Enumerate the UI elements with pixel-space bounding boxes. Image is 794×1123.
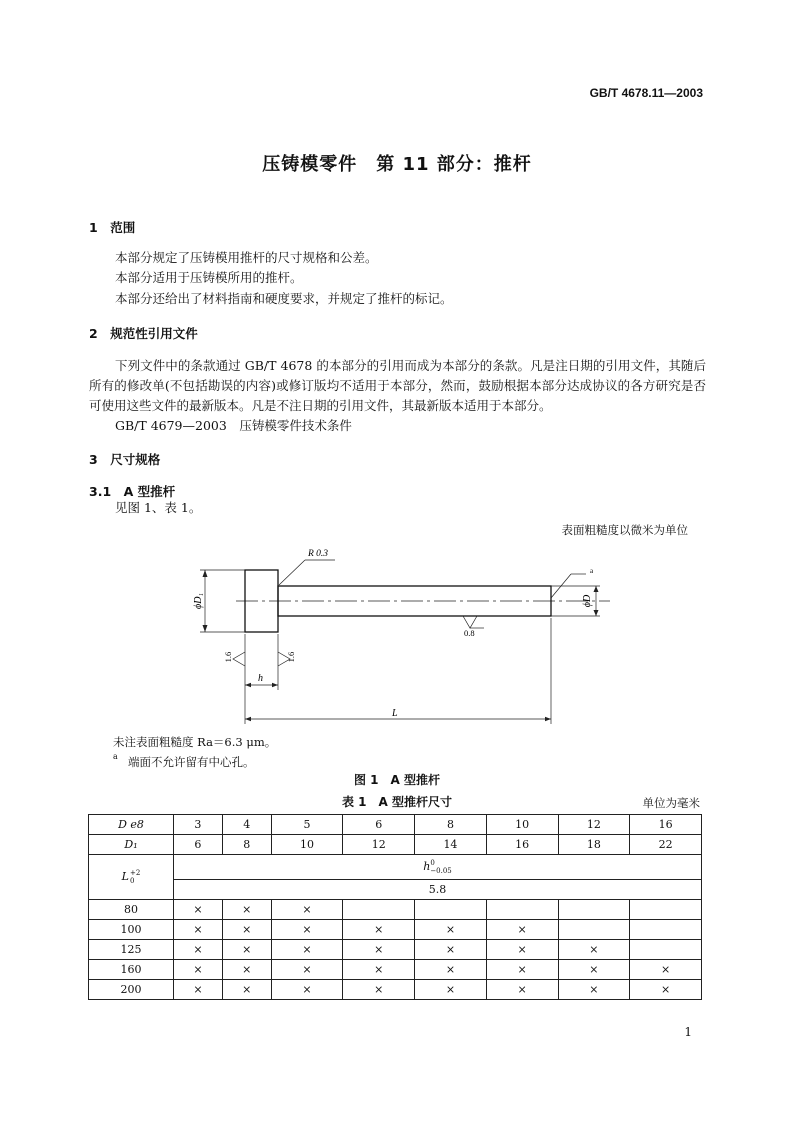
mark-cell: × [343,960,415,980]
mark-cell: × [415,940,487,960]
mark-cell: × [558,940,630,960]
mark-cell: × [486,940,558,960]
radius-label: R 0.3 [308,549,329,559]
dimension-table [88,814,702,1000]
section-3-heading: 3 尺寸规格 [89,452,161,467]
mark-cell [630,940,702,960]
d1-value: 18 [558,835,630,855]
figure-reference-text: 见图 1、表 1。 [115,500,202,515]
mark-cell: × [415,980,487,1000]
mark-cell: × [343,920,415,940]
d1-value: 10 [271,835,343,855]
roughness-value-shank: 0.8 [464,628,475,638]
table-row [89,940,702,960]
d1-label: ϕD₁ [193,593,204,609]
section-2-paragraph: 下列文件中的条款通过 GB/T 4678 的本部分的引用而成为本部分的条款。凡是注日期的引用文件，其随后所有的修改单(不包括勘误的内容)或修订版均不适用于本部分，然而，鼓励根据本部分达成协议的各方研究是否可使用这些文件的最新版本。凡是不注日期的引用文件，其最新版本适用于本部分。 [89,358,706,413]
roughness-value-head-left: 1.6 [223,651,233,663]
l-symbol: L [121,870,129,883]
mark-cell: × [222,900,271,920]
mark-cell: × [222,960,271,980]
page-number: 1 [684,1025,692,1039]
mark-cell [486,900,558,920]
table-row [89,920,702,940]
mark-cell: × [558,960,630,980]
table-row [89,980,702,1000]
h-tol-upper: 0 [430,859,435,867]
d-value: 16 [630,815,702,835]
l-value: 200 [89,980,174,1000]
mark-cell: × [415,960,487,980]
d-value: 8 [415,815,487,835]
section-1-line-3: 本部分还给出了材料指南和硬度要求，并规定了推杆的标记。 [115,291,453,306]
mark-cell [558,920,630,940]
mark-cell: × [343,980,415,1000]
l-value: 160 [89,960,174,980]
mark-cell: × [415,920,487,940]
section-1-line-2: 本部分适用于压铸模所用的推杆。 [115,270,303,285]
mark-cell: × [222,980,271,1000]
mark-cell: × [174,900,223,920]
table-row-d [89,815,702,835]
d-value: 5 [271,815,343,835]
mark-cell: × [343,940,415,960]
d-value: 4 [222,815,271,835]
d1-value: 14 [415,835,487,855]
h-symbol: h [423,860,431,873]
footnote-mark: a [113,752,118,761]
h-tolerance [430,859,451,875]
table-row-h-header [89,855,702,880]
roughness-value-head-right: 1.6 [286,651,296,663]
table-row [89,900,702,920]
mark-cell [415,900,487,920]
mark-cell: × [271,980,343,1000]
h-value-cell: 5.8 [174,880,702,900]
table-row [89,960,702,980]
l-label: L [392,708,398,719]
d-value: 10 [486,815,558,835]
l-tol-upper: +2 [129,869,141,877]
l-tolerance [130,869,140,885]
d1-value: 12 [343,835,415,855]
mark-cell: × [222,920,271,940]
mark-cell: × [486,960,558,980]
d1-value: 22 [630,835,702,855]
mark-cell: × [630,980,702,1000]
l-value: 100 [89,920,174,940]
mark-cell [630,900,702,920]
ejector-pin-drawing [180,540,620,730]
mark-cell: × [630,960,702,980]
roughness-unit-note: 表面粗糙度以微米为单位 [561,523,688,537]
standard-number: GB/T 4678.11—2003 [589,86,703,100]
mark-cell: × [174,980,223,1000]
mark-cell: × [174,920,223,940]
mark-cell: × [271,960,343,980]
reference-document: GB/T 4679—2003 压铸模零件技术条件 [115,418,352,433]
mark-cell: × [558,980,630,1000]
mark-cell [630,920,702,940]
d-value: 12 [558,815,630,835]
d1-value: 8 [222,835,271,855]
d-label: ϕD [582,594,593,608]
l-value: 80 [89,900,174,920]
l-tol-lower: 0 [129,877,135,885]
radius-leader [279,560,305,585]
roughness-symbol-shank [463,616,477,628]
d1-value: 16 [486,835,558,855]
mark-cell: × [486,920,558,940]
figure-caption: 图 1 A 型推杆 [354,773,440,787]
h-label: h [258,673,263,684]
mark-cell: × [222,940,271,960]
mark-cell [343,900,415,920]
section-1-heading: 1 范围 [89,220,136,235]
mark-cell [558,900,630,920]
table-unit: 单位为毫米 [642,796,700,810]
end-face-note-mark: a [590,567,594,575]
table-row-h-value [89,880,702,900]
d-value: 6 [343,815,415,835]
h-tol-lower: −0.05 [430,867,452,875]
h-header-cell [174,855,702,880]
row-d1-label: D₁ [89,835,174,855]
section-1-line-1: 本部分规定了压铸模用推杆的尺寸规格和公差。 [115,250,378,265]
row-l-label [89,855,174,900]
row-d-label: D e8 [89,815,174,835]
mark-cell: × [174,940,223,960]
roughness-note: 未注表面粗糙度 Ra＝6.3 μm。 [113,735,277,749]
end-face-note: 端面不允许留有中心孔。 [128,755,255,769]
d1-value: 6 [174,835,223,855]
roughness-symbol-head-left [233,652,245,666]
subsection-3-1-heading: 3.1 A 型推杆 [89,484,176,499]
table-caption: 表 1 A 型推杆尺寸 [342,795,452,809]
section-2-heading: 2 规范性引用文件 [89,326,198,341]
mark-cell: × [174,960,223,980]
document-title: 压铸模零件 第 11 部分：推杆 [262,154,532,175]
mark-cell: × [271,920,343,940]
mark-cell: × [486,980,558,1000]
d-value: 3 [174,815,223,835]
mark-cell: × [271,900,343,920]
table-row-d1 [89,835,702,855]
mark-cell: × [271,940,343,960]
l-value: 125 [89,940,174,960]
